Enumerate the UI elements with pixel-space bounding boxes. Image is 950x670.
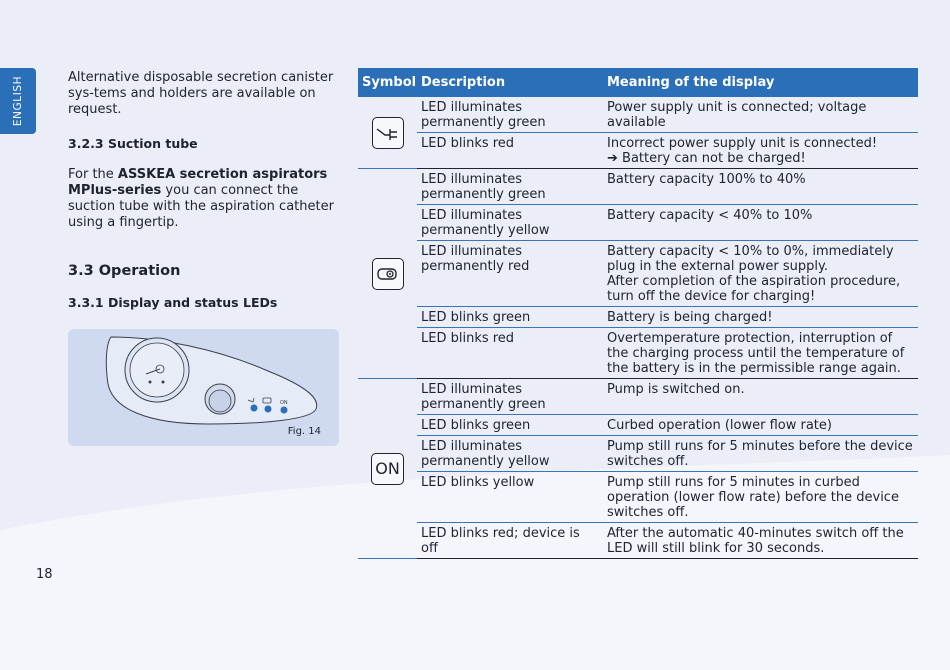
suction-tube-paragraph (68, 167, 340, 231)
symbol-cell (358, 169, 417, 379)
description-cell: LED illuminates permanently yellow (417, 205, 603, 241)
language-tab-label: ENGLISH (12, 75, 24, 127)
description-cell: LED blinks green (417, 415, 603, 436)
language-tab[interactable] (0, 68, 36, 134)
meaning-line: Battery capacity < 10% to 0%, immediately plug in the external power supply. (607, 244, 894, 274)
figure-on-label: ON (280, 400, 288, 406)
symbol-cell (358, 97, 417, 169)
device-figure (68, 329, 339, 446)
description-cell: LED illuminates permanently yellow (417, 436, 603, 472)
intro-paragraph: Alternative disposable secretion canister sys-tems and holders are available on request. (68, 70, 334, 117)
suction-text-bold: ASSKEA secretion aspirators MPlus-series (68, 167, 328, 198)
description-cell: LED blinks red; device is off (417, 523, 603, 559)
suction-text-post: you can connect the suction tube with the aspiration catheter using a fingertip. (68, 183, 334, 230)
description-cell: LED illuminates permanently green (417, 379, 603, 415)
led-battery (265, 406, 272, 413)
table-header-row (358, 68, 918, 97)
meaning-cell (603, 241, 918, 307)
table-row (358, 379, 918, 415)
table-row (358, 436, 918, 472)
suction-tube-heading: 3.2.3 Suction tube (68, 136, 198, 151)
on-icon: ON (371, 453, 404, 485)
battery-icon (372, 258, 404, 290)
table-row (358, 307, 918, 328)
arrow-right-icon: ➔ (607, 151, 618, 166)
suction-text-pre: For the (68, 167, 118, 182)
description-cell: LED blinks green (417, 307, 603, 328)
description-cell: LED blinks yellow (417, 472, 603, 523)
meaning-cell: Pump still runs for 5 minutes before the device switches off. (603, 436, 918, 472)
description-cell: LED blinks red (417, 133, 603, 169)
description-cell: LED illuminates permanently red (417, 241, 603, 307)
header-meaning: Meaning of the display (603, 68, 918, 97)
leds-heading: 3.3.1 Display and status LEDs (68, 295, 278, 310)
table-row (358, 97, 918, 133)
table-row (358, 205, 918, 241)
figure-caption: Fig. 14 (287, 426, 321, 437)
meaning-cell: Pump still runs for 5 minutes in curbed operation (lower flow rate) before the device switches off. (603, 472, 918, 523)
meaning-cell: After the automatic 40-minutes switch off the LED will still blink for 30 seconds. (603, 523, 918, 559)
meaning-line: After completion of the aspiration procedure, turn off the device for charging! (607, 274, 901, 304)
description-cell: LED illuminates permanently green (417, 169, 603, 205)
table-row (358, 472, 918, 523)
meaning-cell: Battery is being charged! (603, 307, 918, 328)
meaning-cell (603, 133, 918, 169)
table-row (358, 241, 918, 307)
table-row (358, 169, 918, 205)
header-description: Description (417, 68, 603, 97)
header-symbol: Symbol (358, 68, 417, 97)
meaning-cell: Battery capacity 100% to 40% (603, 169, 918, 205)
description-cell: LED illuminates permanently green (417, 97, 603, 133)
description-cell: LED blinks red (417, 328, 603, 379)
page-number: 18 (36, 567, 53, 582)
table-row (358, 415, 918, 436)
operation-heading: 3.3 Operation (68, 263, 181, 279)
table-row (358, 523, 918, 559)
meaning-line: Battery can not be charged! (622, 151, 806, 166)
meaning-cell: Pump is switched on. (603, 379, 918, 415)
led-table (358, 68, 918, 559)
led-on (281, 407, 288, 414)
symbol-cell (358, 379, 417, 559)
meaning-line: Incorrect power supply unit is connected! (607, 136, 878, 151)
meaning-cell: Power supply unit is connected; voltage available (603, 97, 918, 133)
power-plug-icon (372, 117, 404, 149)
meaning-cell: Battery capacity < 40% to 10% (603, 205, 918, 241)
table-row (358, 328, 918, 379)
led-power (251, 405, 258, 412)
meaning-cell: Overtemperature protection, interruption of the charging process until the temperature of the battery is in the permissible range again. (603, 328, 918, 379)
meaning-cell: Curbed operation (lower flow rate) (603, 415, 918, 436)
table-row (358, 133, 918, 169)
